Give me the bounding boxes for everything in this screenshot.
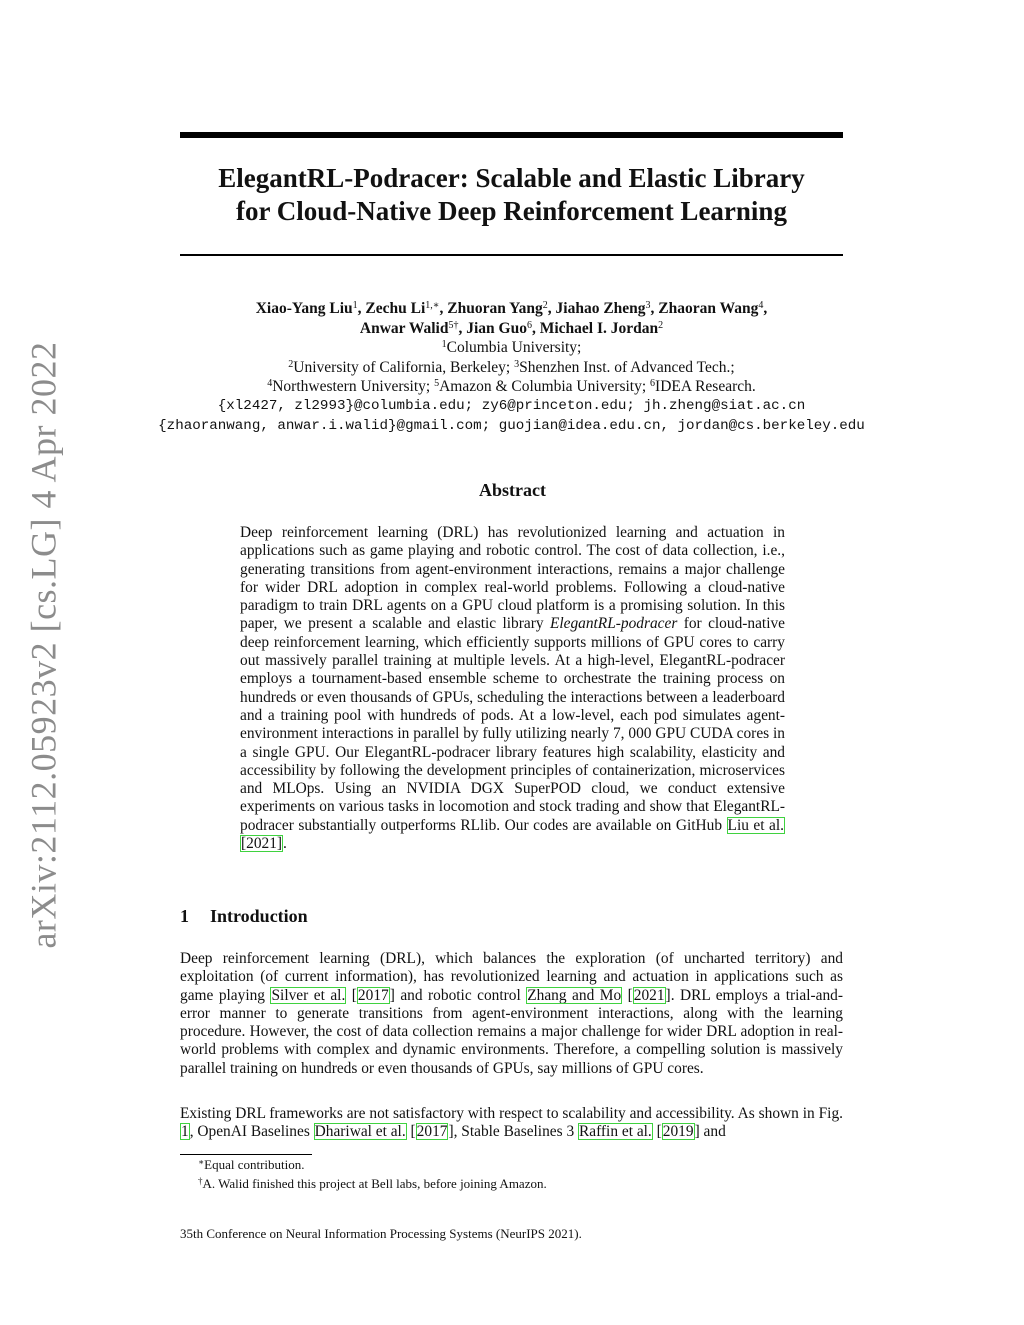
- paragraph-text: . DRL employs a trial-and-error manner to generate transitions from agent-environment interactions, along with the learning procedure. However, the cost of data collection remains a major challenge for wider DRL adoption in real-world problems with complex and dynamic environments. Therefore, a compelling solution is massively parallel training on hundreds or even thousands of GPUs, say millions of GPU cores.: [180, 986, 843, 1077]
- email-line-1[interactable]: {xl2427, zl2993}@columbia.edu; zy6@princeton.edu; jh.zheng@siat.ac.cn: [217, 398, 806, 414]
- author-name: Anwar Walid: [359, 319, 449, 337]
- footnote-rule: [180, 1154, 312, 1155]
- citation-link[interactable]: Dhariwal et al.: [314, 1123, 406, 1141]
- citation-link[interactable]: Raffin et al.: [578, 1123, 652, 1141]
- title-rule-bottom: [180, 254, 843, 256]
- affiliation-mark: 6: [650, 378, 656, 389]
- affiliation-line-2: [180, 358, 843, 378]
- affiliation-mark: 3: [645, 300, 651, 311]
- paragraph-text: and: [699, 1123, 726, 1141]
- section-title: Introduction: [210, 906, 308, 926]
- paragraph-text: , OpenAI Baselines: [189, 1123, 314, 1141]
- affiliation-mark: 5†: [448, 319, 459, 331]
- affiliation-mark: 1: [441, 339, 447, 350]
- footnote-mark: ∗: [198, 1157, 205, 1167]
- paper-title: [180, 162, 843, 228]
- affiliation: Amazon & Columbia University;: [439, 378, 651, 395]
- affiliation-mark: 6: [526, 319, 532, 331]
- citation-link[interactable]: Silver et al.: [271, 986, 346, 1004]
- figure-ref-link[interactable]: 1: [181, 1123, 189, 1141]
- author-name: Zhuoran Yang: [447, 300, 543, 317]
- footnote-2: [198, 1176, 547, 1192]
- paragraph-text: , Stable Baselines 3: [453, 1123, 578, 1141]
- affiliation-mark: 4: [267, 378, 273, 389]
- author-block: [180, 299, 843, 397]
- citation-year-link[interactable]: [2021]: [241, 835, 283, 853]
- affiliation: University of California, Berkeley;: [293, 358, 515, 376]
- title-rule-top: [180, 132, 843, 138]
- title-line-2: for Cloud-Native Deep Reinforcement Learning: [236, 196, 787, 226]
- paragraph-text: and robotic control: [394, 986, 527, 1004]
- author-name: Michael I. Jordan: [539, 319, 659, 337]
- citation-year-link[interactable]: 2017: [357, 986, 389, 1004]
- author-name: Jian Guo: [466, 319, 527, 337]
- abstract-text-part: for cloud-native deep reinforcement learning, which efficiently supports millions of GPU cores to carry out massively parallel training at multiple levels. At a high-level, ElegantRL-podracer employs a tournament-based ensemble scheme to orchestrate the training process on hundreds or even thousands of GPUs, scheduling the interactions between a leaderboard and a training pool with hundreds of pods. At a low-level, each pod simulates agent-environment interactions in parallel by fully utilizing nearly 7, 000 GPU CUDA cores in a single GPU. Our ElegantRL-podracer library features high scalability, elasticity and accessibility by following the development principles of containerization, microservices and MLOps. Using an NVIDIA DGX SuperPOD cloud, we conduct extensive experiments on various tasks in locomotion and stock trading and show that ElegantRL-podracer substantially outperforms RLlib. Our codes are available on GitHub: [240, 615, 785, 834]
- paragraph-text: Deep reinforcement learning (DRL), which balances the exploration (of uncharted territory) and exploitation (of current information), has revolutionized learning and actuation in applications such as game playing: [180, 950, 843, 1004]
- footnote-1: [198, 1157, 305, 1173]
- affiliation-mark: 2: [288, 358, 294, 370]
- citation-link[interactable]: Liu et al.: [727, 816, 784, 834]
- arxiv-sidebar-stamp: [24, 341, 64, 949]
- citation-link[interactable]: Zhang and Mo: [527, 986, 622, 1004]
- citation-year-link[interactable]: 2017: [416, 1123, 448, 1141]
- affiliation: Shenzhen Inst. of Advanced Tech.;: [519, 358, 735, 376]
- author-name: Xiao-Yang Liu: [255, 300, 353, 317]
- affiliation: IDEA Research.: [655, 378, 756, 395]
- affiliation: Northwestern University;: [272, 378, 435, 395]
- abstract-text-part: Deep reinforcement learning (DRL) has revolutionized learning and actuation in applications such as game playing and robotic control. The cost of data collection, i.e., generating transitions from agent-environment interactions, remains a major challenge for wider DRL adoption in complex real-world problems. Following a cloud-native paradigm to train DRL agents on a GPU cloud platform is a promising solution. In this paper, we present a scalable and elastic library: [240, 524, 785, 633]
- citation-year-link[interactable]: 2021: [633, 986, 665, 1004]
- author-name: Zhaoran Wang: [658, 300, 759, 317]
- abstract-text: [240, 524, 785, 853]
- title-line-1: ElegantRL-Podracer: Scalable and Elastic Library: [218, 163, 805, 193]
- footnote-text: Equal contribution.: [204, 1157, 305, 1172]
- affiliation-mark: 3: [514, 358, 520, 370]
- section-number: 1: [180, 906, 189, 926]
- affiliation-mark: 1: [352, 300, 358, 311]
- affiliation-mark: 2: [542, 300, 548, 311]
- footnote-text: A. Walid finished this project at Bell labs, before joining Amazon.: [202, 1176, 547, 1191]
- footnote-mark: †: [198, 1176, 203, 1186]
- author-names-line-1: Xiao-Yang Liu$^1$, Zechu $Li^{1,∗}$, Zhuoran Yang$^2$, Jiahao Zheng$^3$, Zhaoran Wang$^4$,: [255, 300, 768, 317]
- email-line-2[interactable]: {zhaoranwang, anwar.i.walid}@gmail.com; guojian@idea.edu.cn, jordan@cs.berkeley.edu: [158, 417, 865, 434]
- intro-paragraph-1: Deep reinforcement learning (DRL), which balances the exploration (of uncharted territory) and exploitation (of current information), has revolutionized learning and actuation in applications such as game playing Silver et al. [2017] and robotic control Zhang and Mo [2021]. DRL employs a trial-and-error manner to generate transitions from agent-environment interactions, along with the learning procedure. However, the cost of data collection remains a major challenge for wider DRL adoption in real-world problems with complex and dynamic environments. Therefore, a compelling solution is massively parallel training on hundreds or even thousands of GPUs, say millions of GPU cores.: [180, 950, 843, 1077]
- affiliation: Columbia University;: [446, 339, 582, 356]
- affiliation-mark: 1,∗: [425, 300, 440, 311]
- affiliation-line-1: [180, 338, 843, 358]
- affiliation-mark: 4: [758, 300, 764, 311]
- paragraph-text: Existing DRL frameworks are not satisfactory with respect to scalability and accessibility. As shown in Fig.: [180, 1105, 843, 1122]
- citation-year-link[interactable]: 2019: [662, 1123, 694, 1141]
- author-names-line-2: Anwar Walid$^{5\dagger}$, Jian Guo$^6$, Michael I. Jordan$^2$: [359, 319, 664, 337]
- intro-paragraph-2: Existing DRL frameworks are not satisfactory with respect to scalability and accessibility. As shown in Fig. 1, OpenAI Baselines Dhariwal et al. [2017], Stable Baselines 3 Raffin et al. [2019] and: [180, 1105, 843, 1141]
- conference-venue: 35th Conference on Neural Information Processing Systems (NeurIPS 2021).: [180, 1226, 582, 1241]
- author-name: Jiahao Zheng: [555, 300, 646, 317]
- section-heading-introduction: [180, 906, 843, 927]
- abstract-heading: Abstract: [479, 480, 546, 500]
- abstract-text-part: .: [283, 835, 287, 853]
- affiliation-line-3: [180, 377, 843, 397]
- email-block: [150, 397, 873, 436]
- affiliation-mark: 5: [434, 378, 440, 389]
- author-name: Zechu Li: [365, 300, 426, 317]
- arxiv-id: arXiv:2112.05923v2 [cs.LG] 4 Apr 2022: [24, 341, 64, 949]
- affiliation-mark: 2: [658, 319, 664, 331]
- library-name: ElegantRL-podracer: [549, 615, 678, 633]
